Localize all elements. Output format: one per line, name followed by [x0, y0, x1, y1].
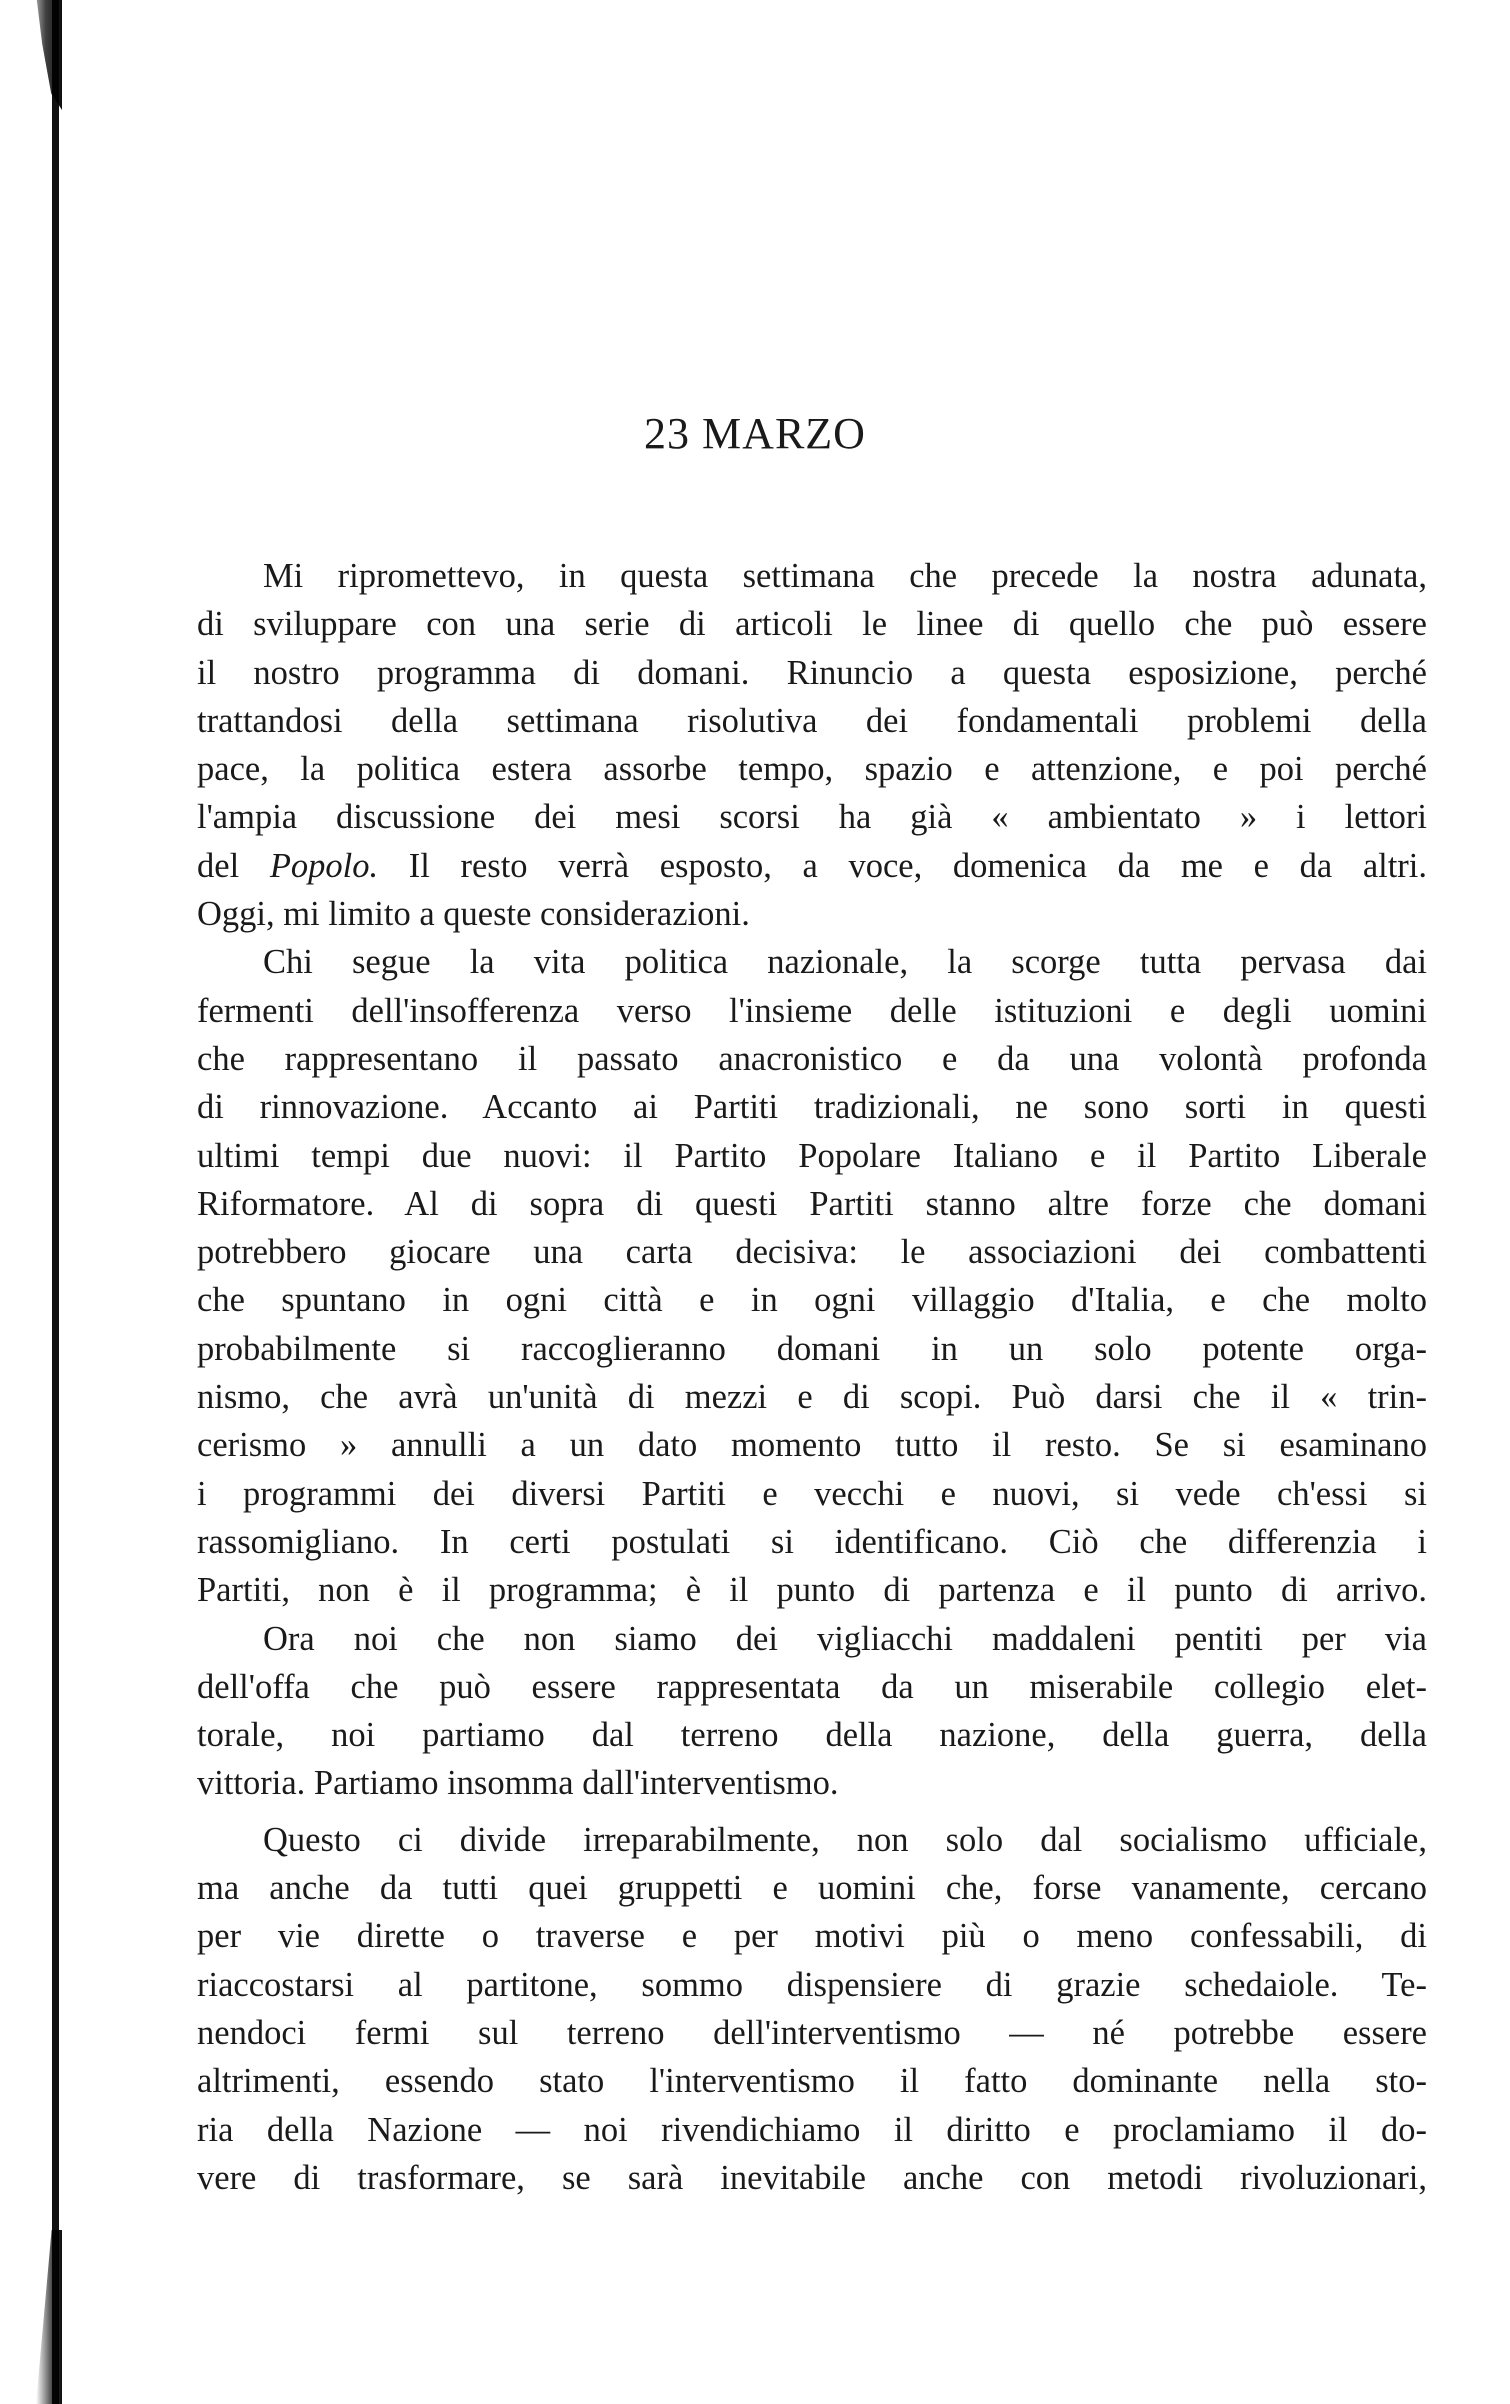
- text-line: dell'offa che può essere rappresentata da un miserabile collegio elet-: [197, 1667, 1427, 1706]
- paragraph-2: [197, 938, 1427, 1614]
- text-line: Riformatore. Al di sopra di questi Partiti stanno altre forze che domani: [197, 1184, 1427, 1223]
- text-line: fermenti dell'insofferenza verso l'insieme delle istituzioni e degli uomini: [197, 991, 1427, 1030]
- text-line: il nostro programma di domani. Rinuncio a questa esposizione, perché: [197, 653, 1427, 692]
- text-line: ultimi tempi due nuovi: il Partito Popolare Italiano e il Partito Liberale: [197, 1136, 1427, 1175]
- text-line: vere di trasformare, se sarà inevitabile anche con metodi rivoluzionari,: [197, 2158, 1427, 2197]
- text-line: ria della Nazione — noi rivendichiamo il diritto e proclamiamo il do-: [197, 2110, 1427, 2149]
- text-line: probabilmente si raccoglieranno domani in un solo potente orga-: [197, 1329, 1427, 1368]
- text-line: Ora noi che non siamo dei vigliacchi maddaleni pentiti per via: [263, 1619, 1427, 1658]
- text-line: torale, noi partiamo dal terreno della nazione, della guerra, della: [197, 1716, 1427, 1755]
- text-line: Questo ci divide irreparabilmente, non solo dal socialismo ufficiale,: [263, 1820, 1427, 1859]
- text-line: l'ampia discussione dei mesi scorsi ha già « ambientato » i lettori: [197, 798, 1427, 837]
- text-line: ma anche da tutti quei gruppetti e uomini che, forse vanamente, cercano: [197, 1869, 1427, 1908]
- text-line: per vie dirette o traverse e per motivi più o meno confessabili, di: [197, 1917, 1427, 1956]
- text-line: Oggi, mi limito a queste considerazioni.: [197, 895, 750, 934]
- binding-shadow-bottom: [36, 2230, 62, 2404]
- text-line: Chi segue la vita politica nazionale, la scorge tutta pervasa dai: [263, 943, 1427, 982]
- text-line: vittoria. Partiamo insomma dall'interventismo.: [197, 1764, 839, 1803]
- text-line: nendoci fermi sul terreno dell'interventismo — né potrebbe essere: [197, 2013, 1427, 2052]
- text-line: riaccostarsi al partitone, sommo dispensiere di grazie schedaiole. Te-: [197, 1965, 1427, 2004]
- text-line: rassomigliano. In certi postulati si identificano. Ciò che differenzia i: [197, 1522, 1427, 1561]
- text-line: potrebbero giocare una carta decisiva: le associazioni dei combattenti: [197, 1233, 1427, 1272]
- paragraph-4: [197, 1816, 1427, 2202]
- text-line: pace, la politica estera assorbe tempo, spazio e attenzione, e poi perché: [197, 750, 1427, 789]
- text-fragment: Il resto verrà esposto, a voce, domenica da me e da altri.: [378, 846, 1427, 885]
- text-line: di rinnovazione. Accanto ai Partiti tradizionali, ne sono sorti in questi: [197, 1088, 1427, 1127]
- text-line-with-italic: [197, 842, 1427, 890]
- text-line: trattandosi della settimana risolutiva dei fondamentali problemi della: [197, 701, 1427, 740]
- text-line: di sviluppare con una serie di articoli le linee di quello che può essere: [197, 605, 1427, 644]
- body-text: [197, 552, 1427, 2202]
- text-line: altrimenti, essendo stato l'interventismo il fatto dominante nella sto-: [197, 2062, 1427, 2101]
- text-fragment: del: [197, 846, 270, 885]
- text-line: che rappresentano il passato anacronistico e da una volontà profonda: [197, 1039, 1427, 1078]
- text-line: che spuntano in ogni città e in ogni villaggio d'Italia, e che molto: [197, 1281, 1427, 1320]
- page-binding-edge: [52, 0, 59, 2404]
- page-title: 23 MARZO: [644, 409, 866, 458]
- text-line: i programmi dei diversi Partiti e vecchi e nuovi, si vede ch'essi si: [197, 1474, 1427, 1513]
- paragraph-3: [197, 1615, 1427, 1808]
- paragraph-1: [197, 552, 1427, 938]
- text-line: nismo, che avrà un'unità di mezzi e di scopi. Può darsi che il « trin-: [197, 1378, 1427, 1417]
- text-line: Mi ripromettevo, in questa settimana che precede la nostra adunata,: [263, 557, 1427, 595]
- binding-shadow-top: [26, 0, 62, 110]
- newspaper-title: Popolo.: [269, 846, 379, 885]
- text-line: Partiti, non è il programma; è il punto di partenza e il punto di arrivo.: [197, 1571, 1427, 1610]
- text-line: cerismo » annulli a un dato momento tutto il resto. Se si esaminano: [197, 1426, 1427, 1465]
